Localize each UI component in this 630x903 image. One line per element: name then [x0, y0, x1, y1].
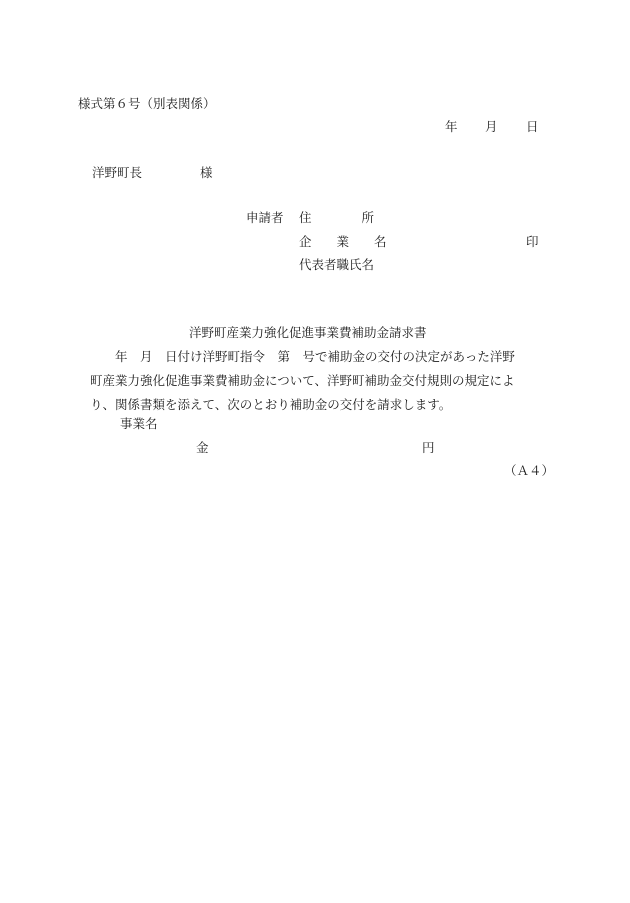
address-label: 住 所: [299, 210, 375, 225]
date-day: 日: [526, 119, 539, 134]
company-label: 企 業 名: [299, 234, 387, 249]
request-paragraph: [90, 345, 565, 417]
paragraph-line: 町産業力強化促進事業費補助金について、洋野町補助金交付規則の規定によ: [90, 373, 515, 388]
amount-unit: 円: [422, 440, 435, 455]
document-title: 洋野町産業力強化促進事業費補助金請求書: [189, 325, 427, 340]
paragraph-line: 年 月 日付け洋野町指令 第 号で補助金の交付の決定があった洋野: [90, 349, 515, 364]
paper-size-note: （Ａ４）: [504, 463, 555, 478]
seal-mark: 印: [526, 234, 539, 249]
representative-label: 代表者職氏名: [299, 257, 375, 272]
addressee-name: 洋野町長: [92, 165, 143, 180]
date-year: 年: [445, 119, 458, 134]
date-month: 月: [485, 119, 498, 134]
project-name-label: 事業名: [120, 416, 158, 431]
paragraph-line: り、関係書類を添えて、次のとおり補助金の交付を請求します。: [90, 397, 452, 412]
form-label: 様式第６号（別表関係）: [78, 96, 216, 111]
applicant-role: 申請者: [246, 210, 284, 225]
addressee-honorific: 様: [200, 165, 213, 180]
amount-label: 金: [196, 440, 209, 455]
